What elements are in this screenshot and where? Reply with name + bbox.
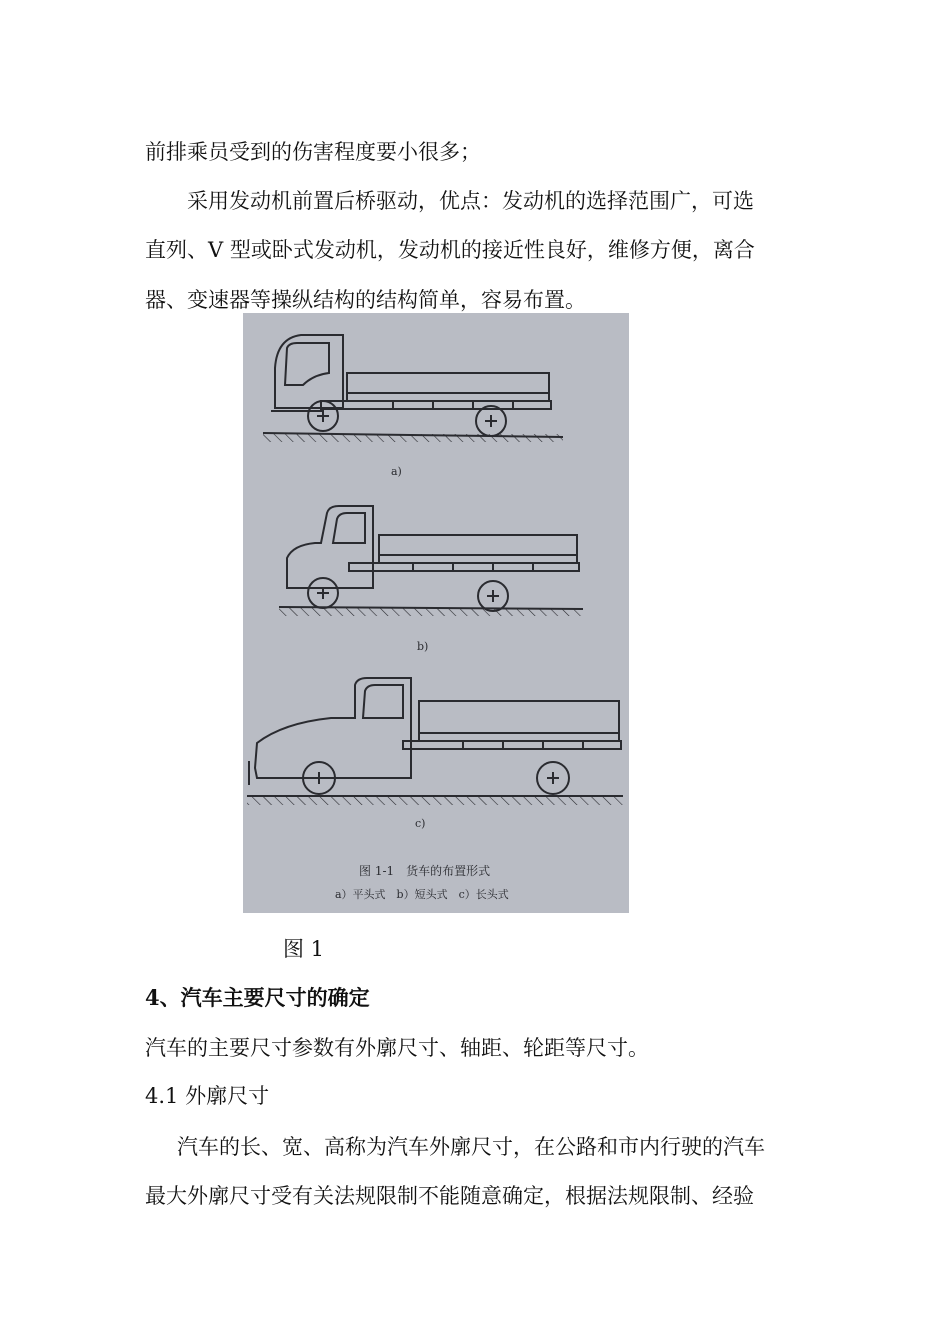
paragraph-text: 前排乘员受到的伤害程度要小很多；: [145, 140, 481, 164]
ground-hatching: [247, 797, 623, 805]
truck-drawing: [243, 313, 629, 913]
figure-caption-title: 图 1-1 货车的布置形式: [359, 864, 491, 878]
figure-sublabel-b: b): [417, 640, 429, 653]
truck-layout-figure: [243, 313, 629, 913]
paragraph-text: 最大外廓尺寸受有关法规限制不能随意确定，根据法规限制、经验: [145, 1184, 754, 1208]
figure-caption-subtitle: a）平头式 b）短头式 c）长头式: [335, 888, 509, 901]
truck-a-cab-over: [263, 335, 563, 437]
ground-hatching: [263, 434, 563, 442]
ground-hatching: [279, 608, 583, 616]
figure-sublabel-a: a): [391, 465, 402, 478]
section-heading: 4、汽车主要尺寸的确定: [145, 985, 370, 1010]
truck-b-short-hood: [279, 506, 583, 611]
paragraph-text: 直列、V 型或卧式发动机，发动机的接近性良好，维修方便，离合: [145, 238, 755, 262]
truck-c-long-hood: [247, 678, 623, 796]
paragraph-text: 汽车的长、宽、高称为汽车外廓尺寸，在公路和市内行驶的汽车: [177, 1135, 765, 1159]
paragraph-text: 汽车的主要尺寸参数有外廓尺寸、轴距、轮距等尺寸。: [145, 1036, 649, 1060]
sub-heading: 4.1 外廓尺寸: [145, 1084, 270, 1108]
paragraph-text: 器、变速器等操纵结构的结构简单，容易布置。: [145, 288, 586, 312]
figure-sublabel-c: c): [415, 817, 426, 830]
paragraph-text: 采用发动机前置后桥驱动，优点：发动机的选择范围广，可选: [187, 189, 754, 213]
figure-label: 图 1: [283, 937, 325, 961]
